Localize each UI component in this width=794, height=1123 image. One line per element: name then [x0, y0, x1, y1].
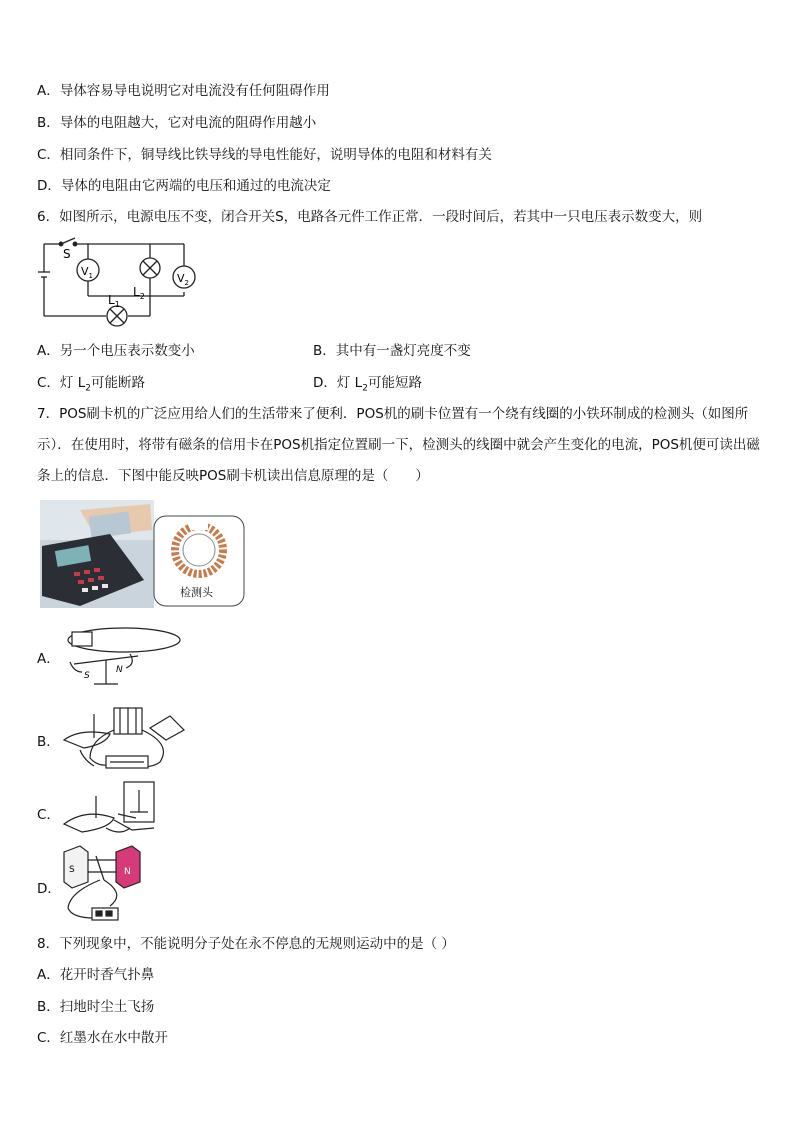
q6-option-d: D．灯 $L_2$可能短路 [313, 375, 422, 394]
q7-option-d-figure [60, 842, 170, 924]
q8-option-b: B．扫地时尘土飞扬 [37, 999, 155, 1015]
q7-option-b-figure [60, 700, 190, 780]
q7-option-a-figure [62, 620, 182, 690]
q6-stem: 6．如图所示，电源电压不变，闭合开关S，电路各元件工作正常．一段时间后，若其中一只电压表示数变大，则 [37, 209, 703, 225]
switch-label: S [63, 247, 71, 261]
q5-option-c: C．相同条件下，铜导线比铁导线的导电性能好，说明导体的电阻和材料有关 [37, 147, 492, 163]
magnet-d-n-label: N [124, 867, 131, 877]
q8-stem: 8．下列现象中，不能说明分子处在永不停息的无规则运动中的是（ ） [37, 936, 455, 952]
magnet-d-s-label: S [69, 865, 75, 875]
q8-option-c: C．红墨水在水中散开 [37, 1030, 168, 1046]
voltmeter-v2-label: $V_2$ [177, 272, 189, 287]
q8-option-a: A．花开时香气扑鼻 [37, 967, 155, 983]
q7-option-a-label: A． [37, 651, 60, 667]
voltmeter-v1-label: $V_1$ [81, 265, 93, 280]
q7-option-c-label: C． [37, 807, 60, 823]
q6-option-c: C．灯 $L_2$可能断路 [37, 375, 145, 394]
q7-option-b-label: B． [37, 734, 60, 750]
q6-circuit-diagram [38, 236, 208, 332]
q7-option-d-label: D． [37, 881, 61, 897]
magnet-n-label: N [116, 665, 123, 675]
q7-stem: 7．POS刷卡机的广泛应用给人们的生活带来了便利．POS机的刷卡位置有一个绕有线圈的小铁环制成的检测头（如图所示）．在使用时，将带有磁条的信用卡在POS机指定位置刷一下，检测头的线圈中就会产生变化的电流，POS机便可读出磁条上的信息．下图中能反映POS刷卡机读出信息原理的是（ ） [37, 406, 760, 484]
q5-option-a: A．导体容易导电说明它对电流没有任何阻碍作用 [37, 83, 330, 99]
q6-option-b: B．其中有一盏灯亮度不变 [313, 343, 471, 359]
q5-option-b: B．导体的电阻越大，它对电流的阻碍作用越小 [37, 115, 317, 131]
q6-option-a: A．另一个电压表示数变小 [37, 343, 195, 359]
detector-label: 检测头 [180, 586, 213, 599]
q5-option-d: D．导体的电阻由它两端的电压和通过的电流决定 [37, 178, 331, 194]
lamp-l1-label: $L_1$ [108, 293, 120, 309]
q7-option-c-figure [60, 778, 170, 840]
magnet-s-label: S [84, 671, 90, 681]
lamp-l2-label: $L_2$ [133, 285, 145, 301]
pos-machine-photo [40, 500, 246, 608]
